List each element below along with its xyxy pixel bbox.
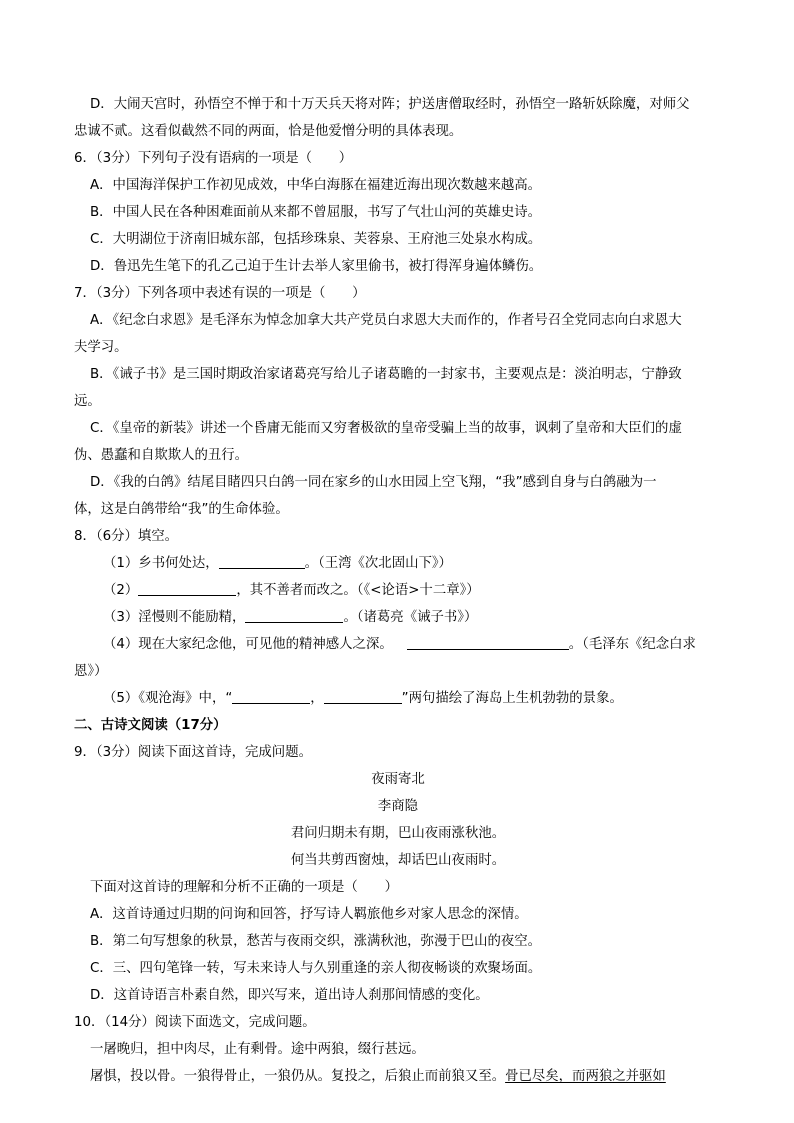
q9-option-a: A．这首诗通过归期的问询和回答，抒写诗人羁旅他乡对家人思念的深情。 [90,907,528,922]
q8-blank-2[interactable] [138,580,236,596]
q8-blank-5b[interactable] [324,688,402,704]
q8-item-1-source: 。（王湾《次北固山下》） [304,556,452,571]
poem-line-2: 何当共剪西窗烛，却话巴山夜雨时。 [290,853,506,868]
q8-item-5-text: （5）《观沧海》中，“ [103,691,233,706]
q7-option-b-line2: 远。 [74,394,101,409]
q7-stem: 7．（3分）下列各项中表述有误的一项是（ ） [74,286,366,301]
q8-item-2-source: ，其不善者而改之。（《<论语>十二章》） [236,583,480,598]
poem-author: 李商隐 [377,799,419,814]
q7-option-a-line1: A．《纪念白求恩》是毛泽东为悼念加拿大共产党员白求恩大夫而作的，作者号召全党同志向白求恩大 [90,313,682,328]
q8-item-2 [74,577,722,604]
q8-item-2-text: （2） [103,583,139,598]
q9-option-c: C．三、四句笔锋一转，写未来诗人与久别重逢的亲人彻夜畅谈的欢聚场面。 [90,961,542,976]
q6-option-a: A．中国海洋保护工作初见成效，中华白海豚在福建近海出现次数越来越高。 [90,178,542,193]
q8-blank-5a[interactable] [232,688,310,704]
q6-option-b: B．中国人民在各种困难面前从来都不曾屈服，书写了气壮山河的英雄史诗。 [90,205,542,220]
q7-option-c-line1: C．《皇帝的新装》讲述一个昏庸无能而又穷奢极欲的皇帝受骗上当的故事，讽刺了皇帝和大臣们的虚 [90,421,682,436]
poem-line-1: 君问归期未有期，巴山夜雨涨秋池。 [290,826,506,841]
q10-underlined-sentence: 骨已尽矣，而两狼之并驱如 [505,1069,666,1084]
q9-stem: 9．（3分）阅读下面这首诗，完成问题。 [74,745,312,760]
q9-option-d: D．这首诗语言朴素自然，即兴写来，道出诗人刹那间情感的变化。 [90,988,489,1003]
q8-item-4 [74,631,722,658]
q8-blank-3[interactable] [245,607,343,623]
q8-item-3-text: （3）淫慢则不能励精， [103,610,246,625]
q7-option-a-line2: 夫学习。 [74,340,128,355]
poem-title: 夜雨寄北 [371,772,425,787]
q8-blank-1[interactable] [219,553,305,569]
q6-stem: 6．（3分）下列句子没有语病的一项是（ ） [74,151,353,166]
q8-item-3-source: 。（诸葛亮《诫子书》） [343,610,478,625]
q6-option-d: D．鲁迅先生笔下的孔乙己迫于生计去举人家里偷书，被打得浑身遍体鳞伤。 [90,259,543,274]
q8-item-4-source: 。（毛泽东《纪念白求 [568,637,696,652]
q8-item-4-text: （4）现在大家纪念他，可见他的精神感人之深。 [103,637,393,652]
section-2-heading: 二、古诗文阅读（17分） [74,718,227,733]
q10-passage-para-2-text: 屠惧，投以骨。一狼得骨止，一狼仍从。复投之，后狼止而前狼又至。 [90,1069,506,1084]
q8-item-1-text: （1）乡书何处达， [103,556,219,571]
q7-option-b-line1: B．《诫子书》是三国时期政治家诸葛亮写给儿子诸葛瞻的一封家书，主要观点是：淡泊明志，宁静致 [90,367,682,382]
q10-passage-para-1: 一屠晚归，担中肉尽，止有剩骨。途中两狼，缀行甚远。 [90,1042,425,1057]
q8-item-3 [74,604,722,631]
q7-option-d-line2: 体，这是白鸽带给“我”的生命体验。 [74,502,289,517]
q8-item-4-line2: 恩》） [74,664,108,679]
page-content [74,91,722,1090]
q8-stem: 8．（6分）填空。 [74,529,179,544]
q5-option-d-line1: D．大闹天宫时，孙悟空不惮于和十万天兵天将对阵；护送唐僧取经时，孙悟空一路斩妖除魔，对师父 [90,97,690,112]
q7-option-c-line2: 伪、愚蠢和自欺欺人的丑行。 [74,448,249,463]
q8-blank-4[interactable] [407,634,569,650]
q9-question: 下面对这首诗的理解和分析不正确的一项是（ ） [90,880,398,895]
q10-stem: 10．（14分）阅读下面选文，完成问题。 [74,1015,316,1030]
q9-option-b: B．第二句写想象的秋景，愁苦与夜雨交织，涨满秋池，弥漫于巴山的夜空。 [90,934,542,949]
q5-option-d-line2: 忠诚不贰。这看似截然不同的两面，恰是他爱憎分明的具体表现。 [74,124,463,139]
q8-item-5-comma: ， [310,691,324,706]
q8-item-5-tail: ”两句描绘了海岛上生机勃勃的景象。 [401,691,623,706]
q7-option-d-line1: D．《我的白鸽》结尾目睹四只白鸽一同在家乡的山水田园上空飞翔，“我”感到自身与白鸽融为一 [90,475,657,490]
q10-passage-para-2 [74,1063,722,1090]
q8-item-5 [74,685,722,712]
q6-option-c: C．大明湖位于济南旧城东部，包括珍珠泉、芙蓉泉、王府池三处泉水构成。 [90,232,542,247]
q8-item-1 [74,550,722,577]
